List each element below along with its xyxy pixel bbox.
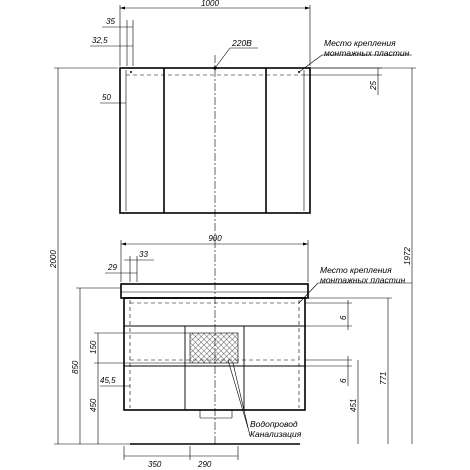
upper-dimensions — [90, 0, 412, 103]
dim-height-450: 450 — [89, 398, 98, 412]
label-bottom-mount-line2: монтажных пластин — [320, 275, 406, 285]
dim-pipe-left: 350 — [148, 460, 162, 469]
countertop — [121, 284, 308, 298]
dim-top-25: 25 — [369, 81, 378, 90]
dim-top-width: 1000 — [201, 0, 219, 8]
dim-top-35: 35 — [106, 17, 115, 26]
dim-bottom-gap-1: 6 — [339, 315, 348, 320]
dim-height-850: 850 — [71, 360, 80, 374]
label-water: Водопровод — [250, 419, 298, 429]
dim-top-50: 50 — [102, 93, 111, 102]
label-bottom-mount-line1: Место крепления — [320, 265, 392, 275]
label-top-mount-line1: Место крепления — [324, 38, 396, 48]
dim-bottom-29: 29 — [108, 263, 117, 272]
label-power-220v: 220В — [232, 38, 252, 48]
lower-dimensions — [49, 68, 416, 469]
dim-height-1972: 1972 — [403, 247, 412, 265]
dim-bottom-33: 33 — [139, 250, 148, 259]
dim-height-2000: 2000 — [49, 250, 58, 268]
label-top-mount-line2: монтажных пластин — [324, 48, 410, 58]
upper-cabinet — [120, 55, 310, 240]
dim-bottom-width: 900 — [208, 234, 222, 243]
dim-height-451: 451 — [349, 398, 358, 412]
pipe-area — [190, 333, 238, 363]
mount-point-left — [130, 71, 132, 73]
label-sewer: Канализация — [250, 429, 302, 439]
dim-offset-45-5: 45,5 — [100, 376, 116, 385]
dim-height-150: 150 — [89, 340, 98, 354]
dim-height-771: 771 — [379, 371, 388, 385]
dim-bottom-gap-2: 6 — [339, 378, 348, 383]
dim-pipe-width: 290 — [198, 460, 212, 469]
dim-top-32-5: 32,5 — [92, 36, 108, 45]
